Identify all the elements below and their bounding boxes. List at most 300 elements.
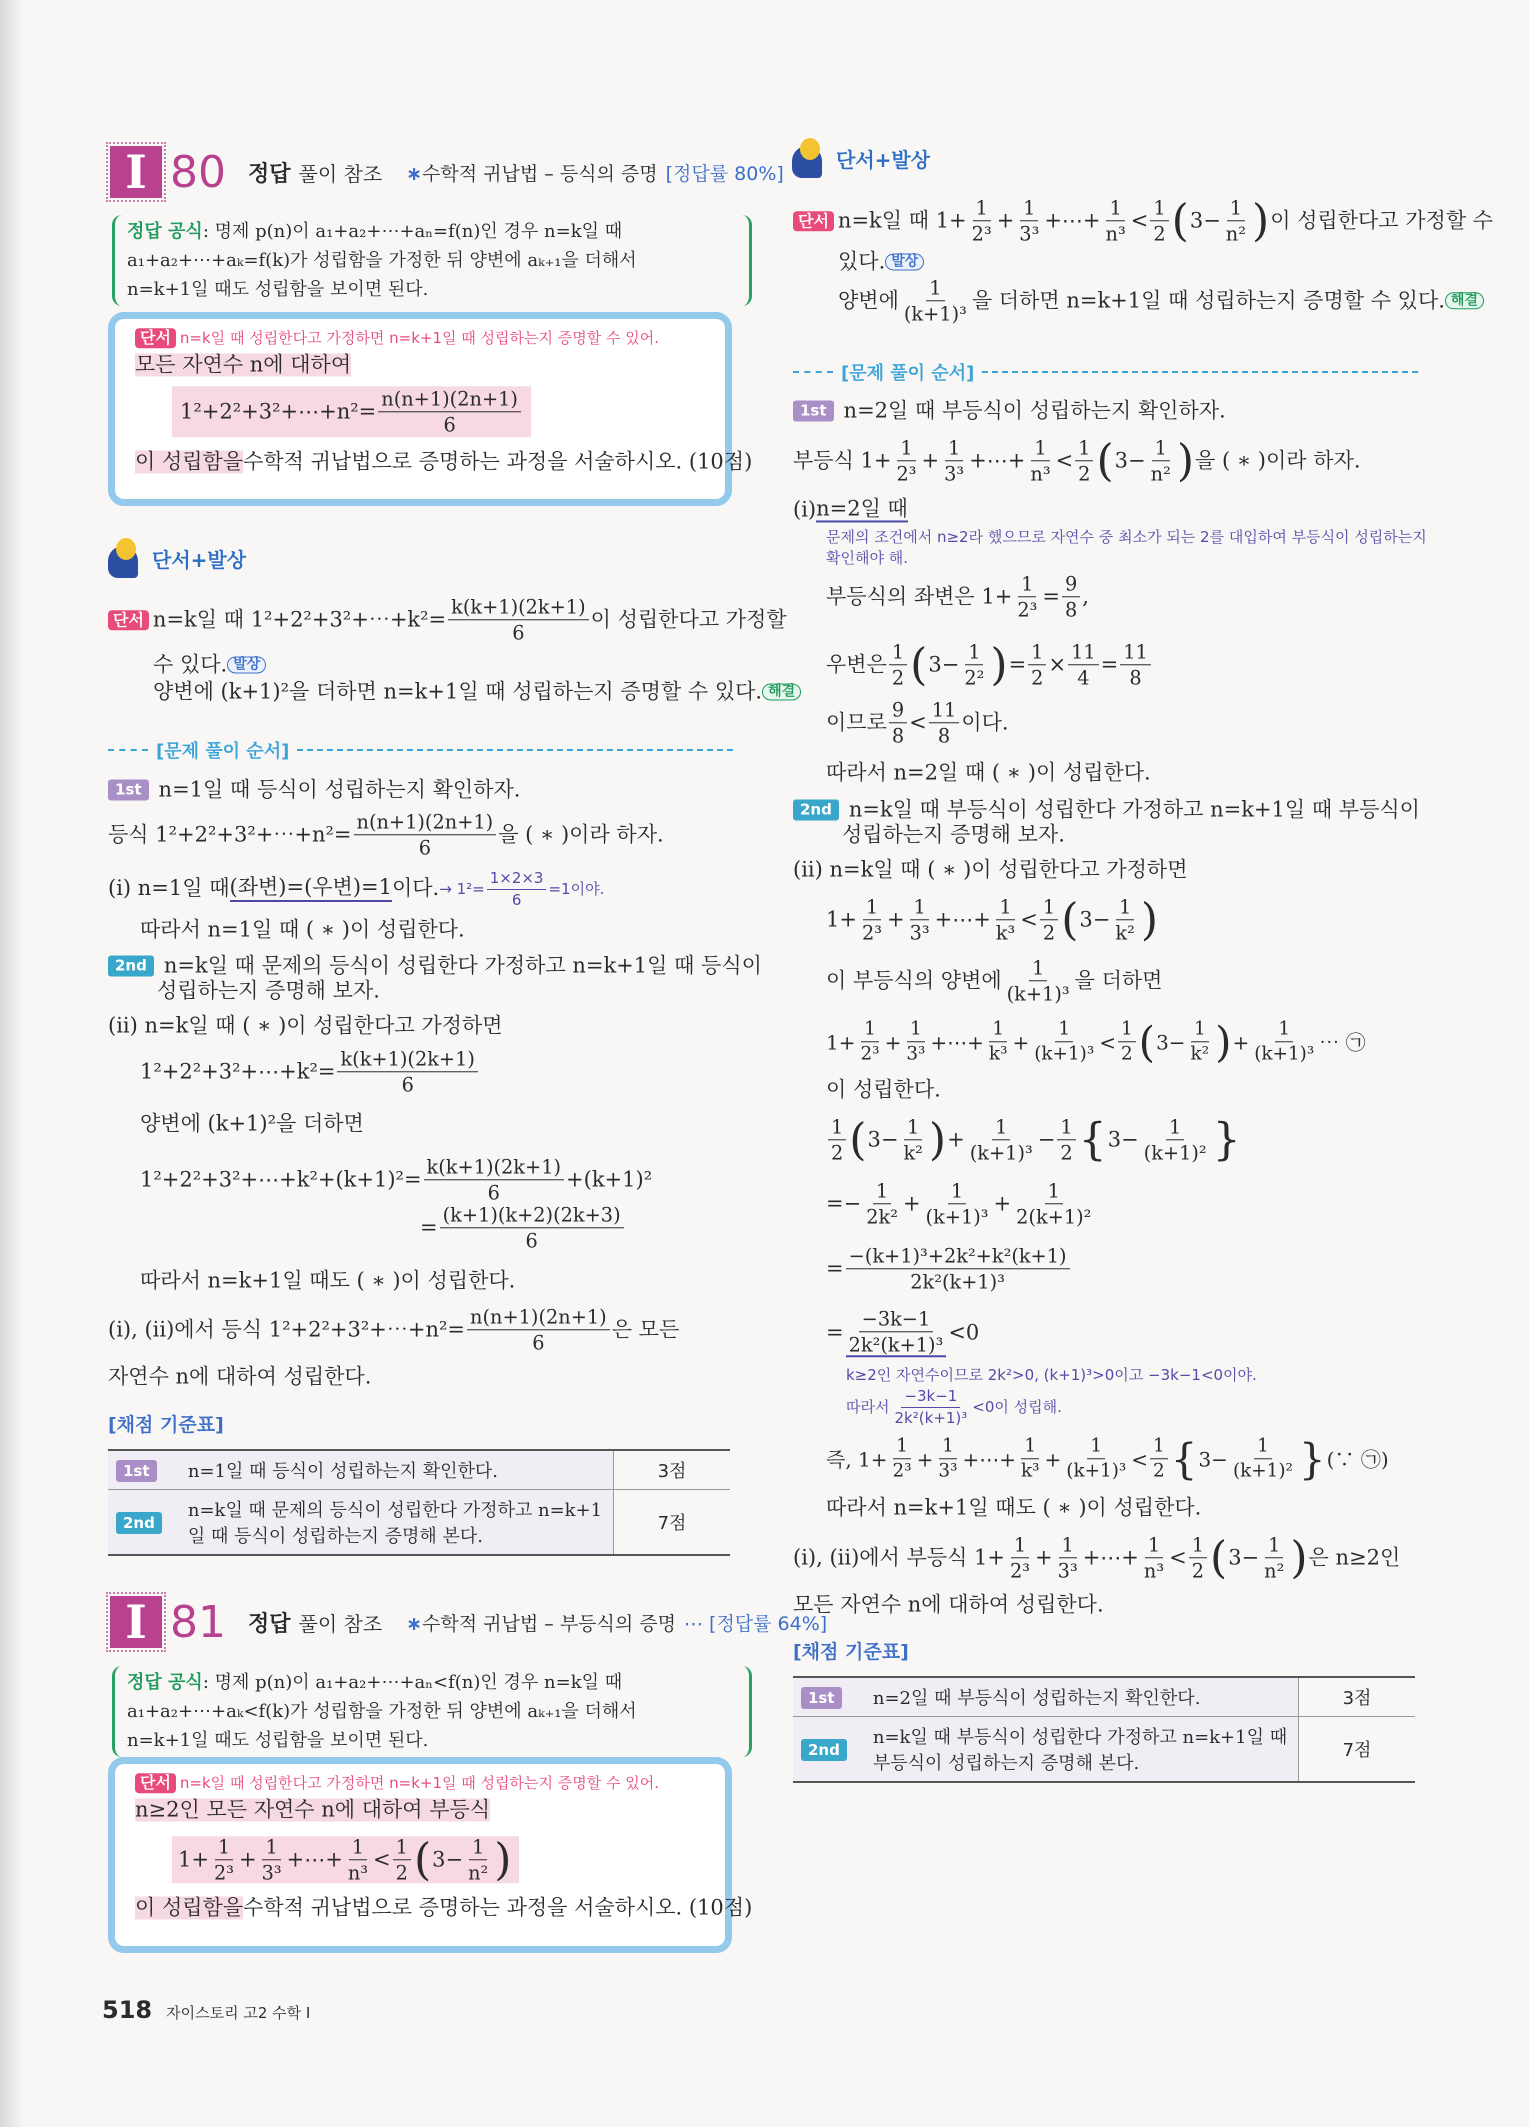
fraction: [1055, 1534, 1081, 1581]
solution-line: [793, 1531, 1401, 1583]
denominator: 8: [937, 724, 951, 748]
bracket: (: [1171, 194, 1189, 246]
math-text: <: [1130, 208, 1149, 233]
numerator: 11: [1068, 641, 1099, 665]
fraction: [900, 1116, 925, 1163]
denominator: k³: [1020, 1460, 1040, 1482]
math-text: 1+: [826, 907, 857, 932]
numerator: 1: [965, 641, 983, 665]
math-text: n=k일 때 부등식이 성립한다 가정하고 n=k+1일 때 부등식이: [848, 797, 1420, 822]
problem-number: 80: [170, 146, 226, 198]
solve-badge: 해결: [762, 683, 801, 700]
numerator: 1: [992, 1116, 1010, 1140]
grading-title: [채점 기준표]: [108, 1414, 224, 1436]
problem-number: 81: [170, 1596, 226, 1648]
fraction: [1028, 641, 1046, 688]
step-badge: 2nd: [108, 956, 154, 977]
answer-formula: [112, 1666, 752, 1757]
problem-line: [135, 1896, 752, 1919]
bracket: ): [1176, 434, 1195, 486]
denominator: k²: [1190, 1043, 1210, 1065]
math-text: 3−: [1198, 1447, 1228, 1471]
math-text: <: [1020, 907, 1038, 932]
idea-badge: 발상: [885, 253, 924, 270]
bracket: ): [1140, 893, 1159, 945]
problem-80-header: [110, 146, 784, 198]
side-note: k≥2인 자연수이므로 2k²>0, (k+1)³>0이고 −3k−1<0이야.: [846, 1365, 1257, 1384]
math-text: (∵ ㉠): [1326, 1447, 1389, 1471]
fraction: [1230, 1436, 1296, 1481]
math-text: 이다.: [391, 876, 440, 901]
denominator: 2³: [861, 921, 882, 945]
math-text: 1²+2²+3²+⋯+n²=: [180, 399, 377, 424]
idea-line: [153, 653, 266, 676]
denominator: 6: [418, 836, 431, 860]
highlighted-text: 이 성립함을: [135, 1895, 244, 1920]
numerator: 1: [897, 437, 915, 461]
fraction: [967, 1116, 1036, 1163]
math-text: 모든 자연수 n에 대하여 성립한다.: [793, 1592, 1104, 1617]
numerator: k(k+1)(2k+1): [448, 596, 588, 620]
fraction: [448, 596, 588, 643]
math-text: +⋯+: [934, 907, 991, 932]
solve-badge: 해결: [1445, 292, 1484, 309]
fraction: [935, 1436, 960, 1481]
criteria-text: n=2일 때 부등식이 성립하는지 확인한다.: [865, 1677, 1299, 1717]
math-text: 3−: [1114, 448, 1146, 473]
math-text: 부등식의 좌변은 1+: [826, 584, 1013, 609]
fraction: [857, 1019, 882, 1064]
denominator: 2: [1078, 462, 1091, 486]
solution-line: [842, 823, 1065, 846]
denominator: 3³: [906, 1043, 926, 1065]
hint-text: n=k일 때 성립한다고 가정하면 n=k+1일 때 성립하는지 증명할 수 있어.: [179, 1773, 660, 1792]
grading-table-wrap: [793, 1676, 1415, 1783]
table-row: [793, 1677, 1415, 1717]
fraction: [1251, 1019, 1317, 1064]
denominator: n³: [1143, 1559, 1165, 1583]
fraction: [828, 1116, 846, 1163]
fraction: [891, 1388, 970, 1426]
math-text: 양변에 (k+1)²을 더하면: [140, 1111, 364, 1136]
fraction: [1063, 1436, 1129, 1481]
math-text: +: [902, 1191, 921, 1216]
math-text: 은 n≥2인: [1308, 1545, 1401, 1570]
math-text: 을 더하면 n=k+1일 때 성립하는지 증명할 수 있다.: [971, 288, 1445, 313]
denominator: 6: [532, 1331, 545, 1355]
step-badge: 1st: [116, 1460, 157, 1482]
math-text: 수 있다.: [153, 652, 228, 677]
denominator: 2: [1120, 1043, 1133, 1065]
bracket: ): [928, 1113, 947, 1165]
denominator: (k+1)³: [969, 1141, 1033, 1165]
bracket: }: [1212, 1113, 1241, 1165]
numerator: 1: [1166, 1116, 1184, 1140]
math-text: +: [916, 1447, 934, 1471]
fraction: [1016, 197, 1042, 244]
math-text: =: [826, 1256, 844, 1281]
chapter-badge: I: [110, 1596, 162, 1648]
math-text: (ii) n=k일 때 ( ∗ )이 성립한다고 가정하면: [793, 857, 1188, 882]
idea-title: 단서+발상: [152, 547, 247, 572]
fraction: [467, 1306, 610, 1353]
math-text: +⋯+: [286, 1847, 343, 1872]
fraction: [1112, 896, 1137, 943]
math-text: 등식 1²+2²+3²+⋯+n²=: [108, 822, 352, 847]
math-text: (i) n=1일 때: [108, 876, 230, 901]
math-text: <: [1099, 1030, 1116, 1054]
math-text: 3−: [432, 1847, 464, 1872]
idea-badge: 발상: [227, 656, 266, 673]
order-title-text: [문제 풀이 순서]: [156, 741, 290, 762]
hint-text: n=k일 때 성립한다고 가정하면 n=k+1일 때 성립하는지 증명할 수 있어.: [179, 328, 660, 347]
math-text: ×: [1048, 652, 1067, 677]
denominator: n³: [1030, 462, 1051, 486]
math-text: 1+: [178, 1847, 209, 1872]
problem-hint: [135, 1773, 659, 1793]
step-badge: 2nd: [801, 1739, 847, 1761]
solution-order-title: [108, 737, 733, 763]
numerator: 1: [926, 277, 944, 301]
denominator: 3³: [1057, 1559, 1078, 1583]
problem-equation: [172, 1833, 519, 1885]
math-text: n=1일 때 등식이 성립하는지 확인하자.: [158, 777, 521, 802]
solution-line: [793, 497, 908, 522]
math-text: 자연수 n에 대하여 성립한다.: [108, 1364, 372, 1389]
numerator: 1: [1087, 1436, 1105, 1459]
math-text: 이 부등식의 양변에: [826, 968, 1002, 993]
denominator: 2: [831, 1141, 844, 1165]
bracket: ): [990, 638, 1008, 690]
numerator: 1: [1028, 641, 1046, 665]
denominator: 2²: [964, 666, 985, 690]
math-text: <: [1169, 1545, 1187, 1570]
problem-81-header: [110, 1596, 827, 1648]
problem-line: [135, 353, 351, 376]
criteria-text: n=k일 때 부등식이 성립한다 가정하고 n=k+1일 때 부등식이 성립하는지 증명해 본다.: [865, 1717, 1299, 1783]
numerator: 1: [1018, 573, 1036, 597]
math-text: +: [921, 448, 940, 473]
solution-line: [826, 1019, 1366, 1064]
correct-rate: [정답률 80%]: [665, 162, 784, 185]
side-note: 문제의 조건에서 n≥2라 했으므로 자연수 중 최소가 되는 2를 대입하여 부등식이 성립하는지: [826, 527, 1427, 546]
fraction: [487, 870, 547, 908]
criteria-text: n=k일 때 문제의 등식이 성립한다 가정하고 n=k+1 일 때 등식이 성립하는지 증명해 본다.: [180, 1490, 614, 1556]
numerator: 1: [262, 1836, 280, 1860]
lightbulb-head-icon: [108, 538, 142, 578]
fraction: [941, 437, 967, 484]
idea-line: [838, 250, 924, 273]
solution-order-title: [793, 359, 1418, 385]
bracket: ): [1251, 194, 1270, 246]
math-text: −: [1037, 1127, 1056, 1152]
idea-line: [108, 596, 787, 643]
solution-line: [157, 979, 380, 1002]
math-text: +⋯+: [962, 1447, 1016, 1471]
math-text: <: [1131, 1447, 1149, 1471]
criteria-text: n=1일 때 등식이 성립하는지 확인한다.: [180, 1450, 614, 1490]
solution-line: [108, 1306, 679, 1353]
numerator: 1: [1265, 1534, 1283, 1558]
math-text: <: [909, 710, 927, 735]
denominator: (k+1)³: [903, 302, 967, 326]
topic: [406, 159, 657, 186]
fraction: [894, 437, 920, 484]
fraction: [1062, 573, 1080, 620]
fraction: [1040, 896, 1058, 943]
numerator: 1: [904, 1116, 922, 1140]
score: 3점: [1299, 1677, 1416, 1717]
step-badge: 1st: [801, 1687, 842, 1709]
fraction: [907, 896, 933, 943]
math-text: +: [993, 1191, 1012, 1216]
math-text: 이 성립한다고 가정할: [590, 607, 787, 632]
numerator: 1: [1189, 1534, 1207, 1558]
denominator: k²: [1115, 921, 1135, 945]
fraction: [1189, 1534, 1207, 1581]
solution-line: [108, 1014, 502, 1037]
math-text: 이다.: [961, 710, 1009, 735]
table-row: [793, 1717, 1415, 1783]
step-badge: 2nd: [116, 1512, 162, 1534]
numerator: 1: [349, 1836, 367, 1860]
fraction: [1141, 1116, 1210, 1163]
fraction: [424, 1156, 564, 1203]
solution-line: [108, 954, 762, 977]
math-text: =: [1008, 652, 1027, 677]
denominator: 2: [891, 666, 905, 690]
denominator: n²: [468, 1861, 489, 1885]
answer-text: 풀이 참조: [298, 1611, 383, 1636]
underlined-text: n=2일 때: [816, 497, 908, 522]
formula-line: a₁+a₂+⋯+aₖ<f(k)가 성립함을 가정한 뒤 양변에 aₖ₊₁을 더해서: [127, 1701, 637, 1722]
solution-line: [826, 638, 1153, 690]
numerator: 1: [1145, 1534, 1163, 1558]
solution-line: [826, 1180, 1096, 1227]
math-text: 이 성립한다고 가정할 수: [1270, 208, 1494, 233]
solution-line: [108, 811, 664, 858]
answer-formula: [112, 215, 752, 306]
numerator: 1: [863, 896, 881, 920]
solution-line: [140, 1048, 480, 1095]
solution-line: [826, 1436, 1389, 1481]
denominator: 2(k+1)²: [1016, 1205, 1092, 1229]
math-text: n=k일 때 1+: [837, 208, 967, 233]
math-text: 따라서 n=k+1일 때도 ( ∗ )이 성립한다.: [826, 1495, 1202, 1520]
idea-line: [838, 277, 1484, 324]
bracket: (: [1138, 1017, 1156, 1066]
numerator: 1: [910, 896, 928, 920]
formula-line: : 명제 p(n)이 a₁+a₂+⋯+aₙ=f(n)인 경우 n=k일 때: [202, 221, 623, 242]
numerator: k(k+1)(2k+1): [424, 1156, 564, 1180]
note-line: [846, 1367, 1257, 1384]
math-text: 3−: [1107, 1127, 1139, 1152]
math-text: =: [1042, 584, 1060, 609]
bracket: ): [1290, 1531, 1308, 1583]
solution-line: [826, 1078, 941, 1101]
side-note: 확인해야 해.: [826, 548, 908, 567]
problem-hint: [135, 328, 659, 348]
denominator: 2³: [896, 462, 917, 486]
grading-title: [채점 기준표]: [793, 1641, 909, 1663]
denominator: 4: [1077, 666, 1090, 690]
solution-line: [108, 870, 604, 908]
math-text: +⋯+: [930, 1030, 984, 1054]
fraction: [961, 641, 987, 688]
math-text: +: [996, 208, 1015, 233]
denominator: 2: [1153, 1460, 1165, 1482]
denominator: 2k²(k+1)³: [894, 1408, 968, 1427]
denominator: (k+1)³: [1066, 1460, 1127, 1482]
math-text: 우변은: [826, 652, 887, 677]
formula-line: n=k+1일 때도 성립함을 보이면 된다.: [127, 1730, 429, 1751]
numerator: 1: [861, 1019, 879, 1042]
fraction: [393, 1836, 411, 1883]
math-text: <: [373, 1847, 391, 1872]
highlighted-text: 모든 자연수 n에 대하여: [135, 352, 352, 377]
fraction: [211, 1836, 237, 1883]
denominator: 2³: [213, 1861, 234, 1885]
math-text: 따라서 n=1일 때 ( ∗ )이 성립한다.: [140, 917, 465, 942]
denominator: k³: [988, 1043, 1008, 1065]
asterisk-icon: ∗: [406, 162, 423, 185]
math-text: 성립하는지 증명해 보자.: [842, 822, 1065, 847]
denominator: (k+1)³: [1006, 982, 1070, 1006]
denominator: 6: [443, 413, 456, 437]
math-text: (i), (ii)에서 부등식 1+: [793, 1545, 1006, 1570]
numerator: 1: [1021, 1436, 1039, 1459]
fraction: [901, 277, 970, 324]
fraction: [1068, 641, 1099, 688]
fraction: [345, 1836, 371, 1883]
numerator: −(k+1)³+2k²+k²(k+1): [846, 1245, 1070, 1269]
numerator: 9: [1062, 573, 1080, 597]
fraction: [1103, 197, 1129, 244]
math-text: +: [1012, 1030, 1030, 1054]
solution-line: [793, 858, 1187, 881]
solution-line: [108, 778, 520, 801]
math-text: 1+: [826, 1030, 856, 1054]
math-text: 따라서 n=2일 때 ( ∗ )이 성립한다.: [826, 760, 1151, 785]
fraction: [889, 699, 907, 746]
math-text: =−: [826, 1191, 862, 1216]
numerator: 1: [939, 1436, 957, 1459]
page-footer: [102, 1996, 310, 2024]
math-text: +: [239, 1847, 257, 1872]
score: 3점: [614, 1450, 731, 1490]
numerator: 1: [828, 1116, 846, 1140]
denominator: (k+1)³: [1254, 1043, 1315, 1065]
denominator: 2: [1191, 1559, 1204, 1583]
problem-line: [135, 450, 752, 473]
book-title: 자이스토리 고2 수학 I: [166, 2004, 311, 2022]
denominator: k²: [903, 1141, 923, 1165]
math-text: (ii) n=k일 때 ( ∗ )이 성립한다고 가정하면: [108, 1013, 503, 1038]
answer-label: 정답: [248, 1611, 291, 1637]
denominator: 2: [1060, 1141, 1073, 1165]
numerator: 1: [1227, 197, 1245, 221]
math-text: 이므로: [826, 710, 887, 735]
solution-line: [793, 434, 1361, 486]
numerator: 1: [893, 1436, 911, 1459]
side-note: <0이 성립해.: [972, 1397, 1062, 1416]
step-badge: 2nd: [793, 800, 839, 821]
bracket: ): [1215, 1017, 1232, 1066]
fraction: [1223, 197, 1249, 244]
denominator: 8: [891, 724, 905, 748]
solution-line: [108, 1365, 371, 1388]
note-line: [846, 1388, 1062, 1426]
math-text: +: [1232, 1030, 1250, 1054]
numerator: 1: [1106, 197, 1124, 221]
solution-line: [140, 1269, 515, 1292]
idea-heading: [108, 538, 246, 578]
fraction: [259, 1836, 285, 1883]
idea-line: [153, 680, 801, 703]
numerator: 1: [1150, 197, 1168, 221]
fraction: [863, 1180, 901, 1227]
topic-text: 수학적 귀납법 – 등식의 증명: [422, 162, 658, 185]
denominator: n²: [1264, 1559, 1285, 1583]
fraction: [1027, 437, 1053, 484]
numerator: 1: [873, 1180, 891, 1204]
math-text: 즉, 1+: [826, 1447, 888, 1471]
fraction: [846, 1308, 947, 1357]
bracket: ): [494, 1833, 512, 1885]
math-text: ,: [1082, 584, 1089, 609]
math-text: 이 성립한다.: [826, 1077, 941, 1102]
numerator: n(n+1)(2n+1): [354, 811, 497, 835]
numerator: 1: [393, 1836, 411, 1860]
step-badge: 1st: [793, 401, 834, 422]
fraction: [993, 896, 1018, 943]
numerator: 1: [1116, 896, 1134, 920]
fraction: [1075, 437, 1093, 484]
grading-table: [793, 1676, 1415, 1783]
hint-tag: 단서: [793, 211, 834, 231]
numerator: 1: [889, 641, 907, 665]
denominator: 2: [395, 1861, 408, 1885]
math-text: 따라서 n=k+1일 때도 ( ∗ )이 성립한다.: [140, 1268, 516, 1293]
fraction: [354, 811, 497, 858]
math-text: 3−: [867, 1127, 899, 1152]
math-text: +⋯+: [969, 448, 1026, 473]
math-text: 있다.: [838, 249, 886, 274]
fraction: [1013, 1180, 1094, 1227]
numerator: 1: [1057, 1116, 1075, 1140]
asterisk-icon: ∗: [406, 1612, 423, 1635]
denominator: n²: [1150, 462, 1171, 486]
math-text: 3−: [928, 652, 960, 677]
denominator: 2³: [971, 222, 992, 246]
fraction: [378, 388, 521, 435]
table-row: [108, 1450, 730, 1490]
denominator: n³: [1105, 222, 1126, 246]
hint-tag: 단서: [135, 328, 176, 348]
denominator: (k+1)²: [1143, 1141, 1207, 1165]
denominator: 2k²: [866, 1205, 898, 1229]
numerator: 1: [973, 197, 991, 221]
highlighted-text: 이 성립함을: [135, 449, 244, 474]
answer-text: 풀이 참조: [298, 161, 383, 186]
denominator: 2: [1042, 921, 1056, 945]
numerator: −3k−1: [859, 1308, 934, 1332]
denominator: (k+1)³: [925, 1205, 989, 1229]
numerator: n(n+1)(2n+1): [467, 1306, 610, 1330]
fraction: [440, 1204, 624, 1251]
bracket: (: [413, 1833, 432, 1885]
numerator: 1: [469, 1836, 487, 1860]
